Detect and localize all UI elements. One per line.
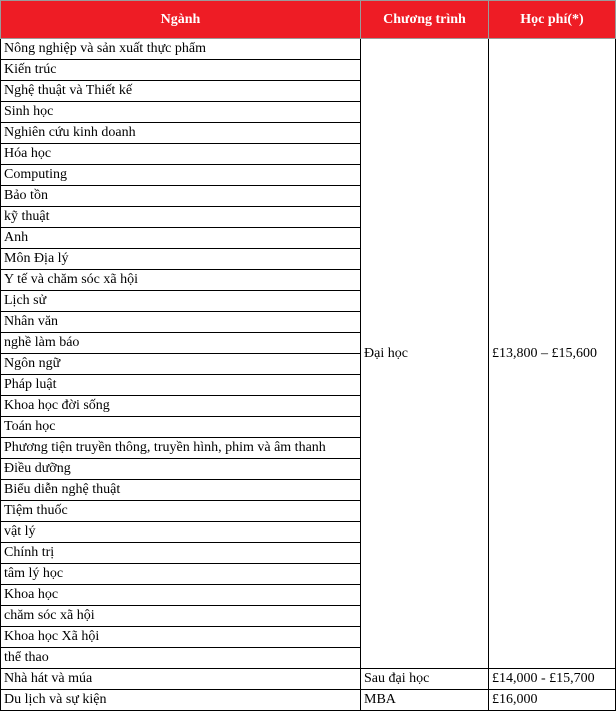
program-cell-undergrad: Đại học	[361, 39, 489, 669]
major-cell: Anh	[1, 228, 361, 249]
major-cell: Nghiên cứu kinh doanh	[1, 123, 361, 144]
major-cell: nghề làm báo	[1, 333, 361, 354]
major-cell: Biểu diễn nghệ thuật	[1, 480, 361, 501]
major-cell: tâm lý học	[1, 564, 361, 585]
major-cell: Sinh học	[1, 102, 361, 123]
table-row	[1, 669, 616, 690]
major-cell: Khoa học	[1, 585, 361, 606]
major-cell: Nông nghiệp và sản xuất thực phẩm	[1, 39, 361, 60]
header-major: Ngành	[1, 1, 361, 39]
major-cell: Nghệ thuật và Thiết kế	[1, 81, 361, 102]
major-cell: Du lịch và sự kiện	[1, 690, 361, 711]
table-row	[1, 690, 616, 711]
table-body	[1, 39, 616, 711]
major-cell: Nhân văn	[1, 312, 361, 333]
major-cell: kỹ thuật	[1, 207, 361, 228]
major-cell: chăm sóc xã hội	[1, 606, 361, 627]
major-cell: thể thao	[1, 648, 361, 669]
major-cell: Phương tiện truyền thông, truyền hình, phim và âm thanh	[1, 438, 361, 459]
table-row	[1, 39, 616, 60]
major-cell: Khoa học Xã hội	[1, 627, 361, 648]
major-cell: Khoa học đời sống	[1, 396, 361, 417]
major-cell: Y tế và chăm sóc xã hội	[1, 270, 361, 291]
major-cell: Điều dưỡng	[1, 459, 361, 480]
major-cell: Môn Địa lý	[1, 249, 361, 270]
major-cell: Computing	[1, 165, 361, 186]
fee-cell: £14,000 - £15,700	[489, 669, 616, 690]
major-cell: Tiệm thuốc	[1, 501, 361, 522]
major-cell: Bảo tồn	[1, 186, 361, 207]
major-cell: Lịch sử	[1, 291, 361, 312]
header-row	[1, 1, 616, 39]
major-cell: Ngôn ngữ	[1, 354, 361, 375]
major-cell: Hóa học	[1, 144, 361, 165]
program-cell: Sau đại học	[361, 669, 489, 690]
fee-cell: £16,000	[489, 690, 616, 711]
major-cell: Chính trị	[1, 543, 361, 564]
major-cell: Nhà hát và múa	[1, 669, 361, 690]
fee-cell-undergrad: £13,800 – £15,600	[489, 39, 616, 669]
program-cell: MBA	[361, 690, 489, 711]
major-cell: Pháp luật	[1, 375, 361, 396]
header-fee: Học phí(*)	[489, 1, 616, 39]
major-cell: Toán học	[1, 417, 361, 438]
major-cell: vật lý	[1, 522, 361, 543]
header-program: Chương trình	[361, 1, 489, 39]
major-cell: Kiến trúc	[1, 60, 361, 81]
